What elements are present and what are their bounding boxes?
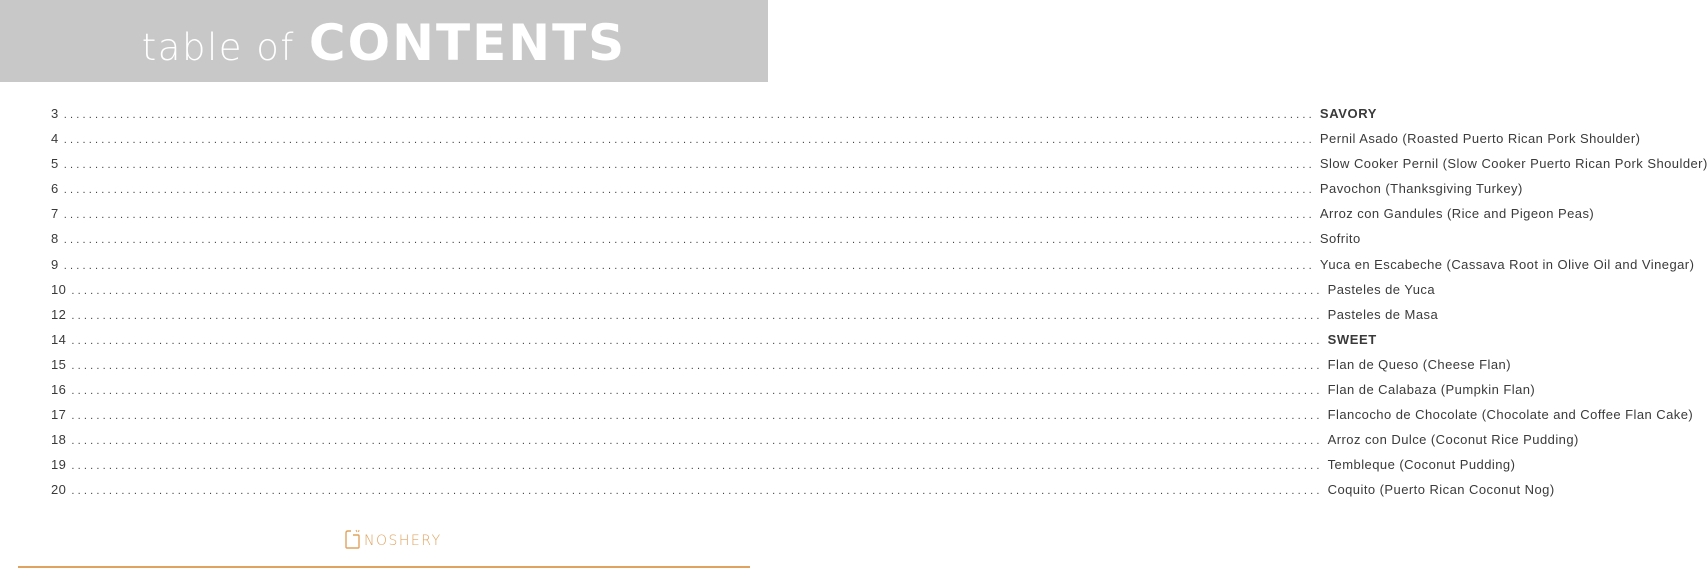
toc-row [51, 382, 1536, 407]
toc-dot-leader: ........................................................................................................................................................................................................ [71, 284, 1323, 297]
toc-page-number: 17 [51, 407, 67, 423]
toc-dot-leader: ........................................................................................................................................................................................................ [63, 184, 1315, 197]
toc-page-number: 3 [51, 106, 59, 121]
toc-row [51, 206, 1595, 231]
toc-entry-title: Pasteles de Masa [1327, 306, 1439, 322]
toc-entry-title: Flan de Queso (Cheese Flan) [1327, 356, 1512, 372]
title-light-text: table of [141, 26, 295, 69]
toc-entry-title: Pavochon (Thanksgiving Turkey) [1319, 181, 1523, 197]
noshery-logo [343, 526, 442, 552]
toc-row [51, 131, 1641, 156]
toc-page-number: 19 [51, 457, 67, 473]
toc-page-number: 16 [51, 382, 67, 398]
toc-dot-leader: ........................................................................................................................................................................................................ [71, 359, 1323, 372]
toc-page-number: 15 [51, 356, 67, 372]
toc-dot-leader: ........................................................................................................................................................................................................ [71, 410, 1323, 423]
table-of-contents [51, 106, 1708, 508]
toc-section-row [51, 106, 1377, 131]
toc-entry-title: Pasteles de Yuca [1327, 281, 1436, 297]
toc-dot-leader: ........................................................................................................................................................................................................ [63, 109, 1315, 121]
toc-entry-title: Pernil Asado (Roasted Puerto Rican Pork Shoulder) [1319, 131, 1641, 147]
toc-dot-leader: ........................................................................................................................................................................................................ [71, 460, 1323, 473]
toc-page-number: 10 [51, 281, 67, 297]
toc-row [51, 432, 1579, 457]
toc-dot-leader: ........................................................................................................................................................................................................ [71, 485, 1323, 498]
toc-row [51, 181, 1523, 206]
toc-page-number: 4 [51, 131, 59, 147]
toc-section-title: SAVORY [1319, 106, 1377, 121]
toc-page-number: 20 [51, 482, 67, 498]
title-bold-text: CONTENTS [308, 14, 627, 72]
toc-page-number: 9 [51, 256, 59, 272]
toc-row [51, 281, 1436, 307]
toc-dot-leader: ........................................................................................................................................................................................................ [63, 259, 1315, 272]
toc-dot-leader: ........................................................................................................................................................................................................ [71, 385, 1323, 398]
toc-entry-title: Tembleque (Coconut Pudding) [1327, 457, 1516, 473]
toc-page-number: 14 [51, 331, 67, 347]
toc-page-number: 5 [51, 156, 59, 172]
footer-divider [18, 566, 750, 568]
toc-row [51, 156, 1708, 181]
toc-row [51, 306, 1439, 332]
toc-row [51, 407, 1694, 432]
toc-dot-leader: ........................................................................................................................................................................................................ [71, 334, 1323, 347]
toc-entry-title: Flancocho de Chocolate (Chocolate and Coffee Flan Cake) [1327, 407, 1694, 423]
toc-page-number: 8 [51, 231, 59, 247]
toc-row [51, 356, 1512, 382]
toc-page-number: 18 [51, 432, 67, 448]
toc-page-number: 6 [51, 181, 59, 197]
page-title [142, 14, 626, 72]
toc-row [51, 482, 1555, 507]
toc-entry-title: Yuca en Escabeche (Cassava Root in Olive Oil and Vinegar) [1319, 256, 1695, 272]
toc-dot-leader: ........................................................................................................................................................................................................ [71, 435, 1323, 448]
header-banner [0, 0, 768, 82]
toc-entry-title: Slow Cooker Pernil (Slow Cooker Puerto Rican Pork Shoulder) [1319, 156, 1708, 172]
toc-dot-leader: ........................................................................................................................................................................................................ [63, 134, 1315, 147]
noshery-logo-icon [343, 528, 363, 550]
toc-dot-leader: ........................................................................................................................................................................................................ [63, 159, 1315, 172]
toc-row [51, 457, 1516, 482]
toc-page-number: 12 [51, 306, 67, 322]
toc-entry-title: Flan de Calabaza (Pumpkin Flan) [1327, 382, 1536, 398]
toc-entry-title: Coquito (Puerto Rican Coconut Nog) [1327, 482, 1555, 498]
logo-text: NOSHERY [364, 533, 442, 549]
toc-section-row [51, 331, 1377, 357]
toc-entry-title: Sofrito [1319, 231, 1361, 247]
toc-entry-title: Arroz con Gandules (Rice and Pigeon Peas) [1319, 206, 1595, 222]
toc-row [51, 256, 1695, 282]
toc-dot-leader: ........................................................................................................................................................................................................ [71, 309, 1323, 322]
toc-entry-title: Arroz con Dulce (Coconut Rice Pudding) [1327, 432, 1579, 448]
toc-row [51, 231, 1361, 256]
toc-section-title: SWEET [1327, 331, 1377, 347]
toc-page-number: 7 [51, 206, 59, 222]
toc-dot-leader: ........................................................................................................................................................................................................ [63, 234, 1315, 247]
toc-dot-leader: ........................................................................................................................................................................................................ [63, 209, 1315, 222]
